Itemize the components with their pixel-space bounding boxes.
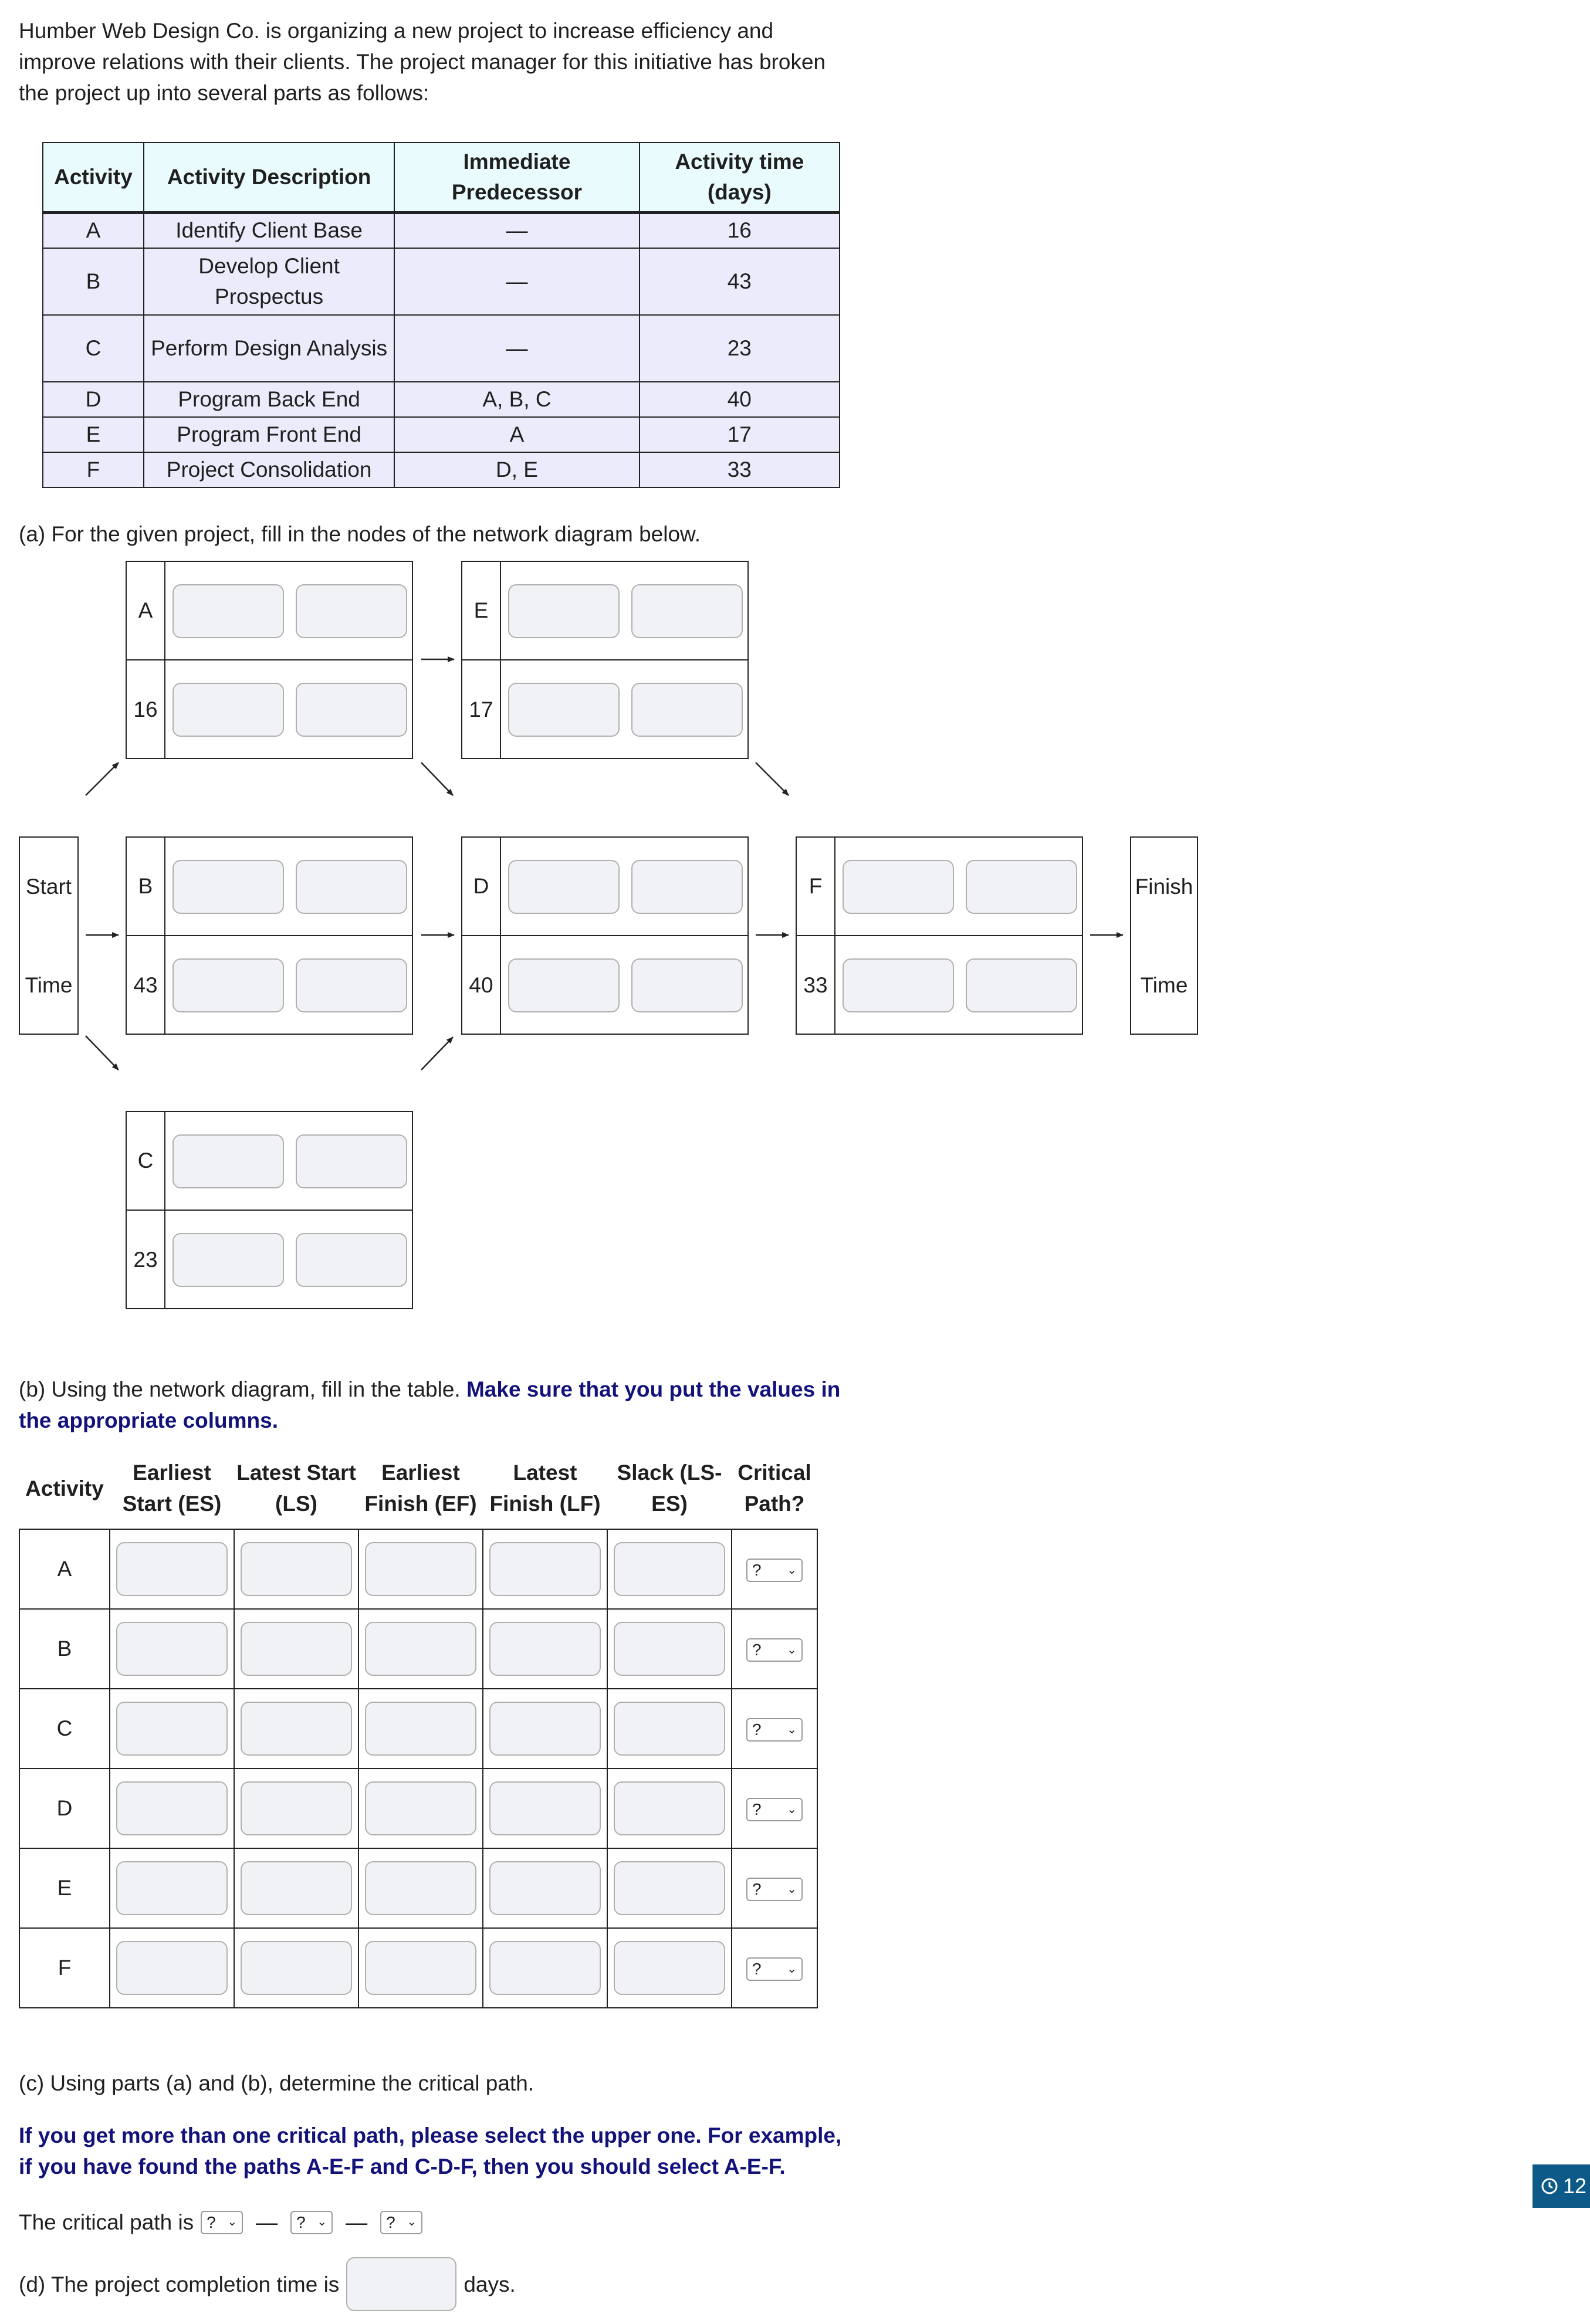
node-lf-input[interactable] (631, 958, 743, 1012)
es-input[interactable] (116, 1941, 228, 1995)
ef-input[interactable] (365, 1702, 476, 1756)
node-activity-label: D (462, 838, 501, 936)
node-ls-input[interactable] (508, 683, 620, 737)
network-node-c (126, 1111, 413, 1309)
cell-time: 16 (640, 213, 840, 248)
cell-description: Program Front End (144, 417, 394, 452)
results-table (19, 1448, 818, 2008)
node-lf-input[interactable] (296, 683, 407, 737)
critical-path-select[interactable]: ? ⌄ (746, 1559, 803, 1582)
cell-predecessor: — (394, 248, 639, 315)
node-ef-input[interactable] (296, 860, 407, 914)
header-es: Earliest Start (ES) (122, 1461, 222, 1516)
finish-node (1130, 836, 1198, 1035)
critical-path-select[interactable]: ? ⌄ (746, 1798, 803, 1821)
node-ef-input[interactable] (966, 860, 1077, 914)
node-time-label: 16 (127, 660, 165, 758)
critical-path-select[interactable]: ? ⌄ (746, 1957, 803, 1981)
network-node-f (796, 836, 1083, 1035)
es-input[interactable] (116, 1542, 228, 1596)
lf-input[interactable] (489, 1941, 601, 1995)
network-node-e (461, 561, 749, 759)
node-ls-input[interactable] (508, 958, 620, 1012)
critical-path-select[interactable]: ? ⌄ (746, 1718, 803, 1742)
part-b-bold: Make sure that you put the values in the appropriate columns. (19, 1377, 841, 1432)
node-ef-input[interactable] (296, 1134, 407, 1188)
critical-path-row (19, 2207, 422, 2238)
slack-input[interactable] (614, 1781, 725, 1835)
cell-activity: F (43, 452, 144, 487)
chevron-down-icon: ⌄ (407, 2215, 417, 2228)
es-input[interactable] (116, 1622, 228, 1676)
node-lf-input[interactable] (296, 1233, 407, 1287)
path-separator: — (346, 2210, 368, 2234)
timer-badge[interactable] (1533, 2164, 1590, 2208)
node-ef-input[interactable] (631, 584, 743, 638)
node-activity-label: E (462, 562, 501, 660)
lf-input[interactable] (489, 1702, 601, 1756)
path-separator: — (256, 2210, 278, 2234)
part-d-unit: days. (464, 2272, 516, 2296)
cell-activity: E (43, 417, 144, 452)
chevron-down-icon: ⌄ (787, 1644, 797, 1657)
network-node-a (126, 561, 413, 759)
start-node (19, 836, 79, 1035)
cell-predecessor: A (394, 417, 639, 452)
chevron-down-icon: ⌄ (317, 2215, 327, 2228)
cell-description: Program Back End (144, 382, 394, 417)
arrow-start-a (86, 763, 119, 795)
cell-time: 33 (640, 452, 840, 487)
table-row (19, 1769, 817, 1848)
node-lf-input[interactable] (631, 683, 743, 737)
node-activity-label: B (127, 838, 165, 936)
critical-path-select-3[interactable]: ? ⌄ (380, 2211, 422, 2234)
row-activity-label: D (19, 1769, 110, 1848)
header-description: Activity Description (144, 143, 394, 213)
cell-description: Project Consolidation (144, 452, 394, 487)
timer-value: 12 (1563, 2174, 1587, 2198)
slack-input[interactable] (614, 1622, 725, 1676)
chevron-down-icon: ⌄ (787, 1803, 797, 1817)
finish-time-label: Time (1140, 973, 1188, 997)
critical-path-select-2[interactable]: ? ⌄ (290, 2211, 333, 2234)
cell-time: 40 (640, 382, 840, 417)
start-label: Start (25, 875, 72, 899)
node-ef-input[interactable] (631, 860, 743, 914)
node-lf-input[interactable] (296, 958, 407, 1012)
node-time-label: 17 (462, 660, 501, 758)
chevron-down-icon: ⌄ (787, 1963, 797, 1976)
ef-input[interactable] (365, 1861, 476, 1915)
header-critical: Critical Path? (738, 1461, 811, 1516)
es-input[interactable] (116, 1781, 228, 1835)
chevron-down-icon: ⌄ (787, 1564, 797, 1577)
cell-description: Identify Client Base (144, 213, 394, 248)
network-node-d (461, 836, 749, 1035)
arrow-e-f (756, 763, 789, 795)
cell-activity: A (43, 213, 144, 248)
arrow-c-d (421, 1037, 453, 1070)
arrow-a-d (421, 763, 453, 795)
row-activity-label: A (19, 1529, 110, 1609)
row-activity-label: C (19, 1689, 110, 1769)
node-time-label: 40 (462, 936, 501, 1034)
node-es-input[interactable] (172, 584, 284, 638)
part-b-plain: (b) Using the network diagram, fill in the table. (19, 1377, 466, 1401)
part-b-text (19, 1374, 852, 1436)
lf-input[interactable] (489, 1622, 601, 1676)
node-lf-input[interactable] (966, 958, 1077, 1012)
row-activity-label: F (19, 1928, 110, 2008)
node-ls-input[interactable] (843, 958, 954, 1012)
cell-time: 23 (640, 315, 840, 382)
header-predecessor: Immediate Predecessor (394, 143, 639, 213)
part-a-text: (a) For the given project, fill in the nodes of the network diagram below. (19, 522, 701, 546)
part-c-note: If you get more than one critical path, please select the upper one. For example, if you have found the paths A-E-F and C-D-F, then you should select A-E-F. (19, 2123, 842, 2179)
header-lf: Latest Finish (LF) (489, 1461, 601, 1516)
table-row (19, 1689, 817, 1769)
start-time-label: Time (25, 973, 73, 997)
cell-predecessor: D, E (394, 452, 639, 487)
network-node-b (126, 836, 413, 1035)
cell-description: Perform Design Analysis (144, 315, 394, 382)
slack-input[interactable] (614, 1542, 725, 1596)
es-input[interactable] (116, 1861, 228, 1915)
clock-icon (1541, 2177, 1558, 2195)
node-es-input[interactable] (172, 860, 284, 914)
node-activity-label: C (127, 1112, 165, 1211)
row-activity-label: E (19, 1848, 110, 1928)
ls-input[interactable] (241, 1622, 352, 1676)
table-row (19, 1529, 817, 1609)
intro-text: Humber Web Design Co. is organizing a new project to increase efficiency and improve relations with their clients. The project manager for this initiative has broken the project up into several parts as follows: (19, 19, 826, 105)
node-ls-input[interactable] (172, 1233, 284, 1287)
critical-path-select[interactable]: ? ⌄ (746, 1638, 803, 1662)
es-input[interactable] (116, 1702, 228, 1756)
lf-input[interactable] (489, 1542, 601, 1596)
lf-input[interactable] (489, 1861, 601, 1915)
node-ef-input[interactable] (296, 584, 407, 638)
node-time-label: 43 (127, 936, 165, 1034)
part-d-row (19, 2257, 516, 2311)
node-ls-input[interactable] (172, 683, 284, 737)
header-activity: Activity (25, 1476, 104, 1500)
cell-time: 17 (640, 417, 840, 452)
critical-path-select-1[interactable]: ? ⌄ (201, 2211, 243, 2234)
node-es-input[interactable] (508, 584, 620, 638)
cell-time: 43 (640, 248, 840, 315)
chevron-down-icon: ⌄ (227, 2215, 238, 2228)
ls-input[interactable] (241, 1542, 352, 1596)
critical-path-label: The critical path is (19, 2210, 194, 2234)
node-time-label: 23 (127, 1211, 165, 1309)
header-slack: Slack (LS- ES) (617, 1461, 722, 1516)
slack-input[interactable] (614, 1861, 725, 1915)
cell-predecessor: A, B, C (394, 382, 639, 417)
lf-input[interactable] (489, 1781, 601, 1835)
completion-time-input[interactable] (346, 2257, 456, 2311)
cell-activity: D (43, 382, 144, 417)
part-d-label: (d) The project completion time is (19, 2272, 340, 2296)
cell-activity: B (43, 248, 144, 315)
finish-label: Finish (1135, 875, 1193, 899)
cell-description: Develop Client Prospectus (144, 248, 394, 315)
critical-path-select[interactable]: ? ⌄ (746, 1878, 803, 1901)
node-es-input[interactable] (172, 1134, 284, 1188)
node-time-label: 33 (797, 936, 835, 1034)
ls-input[interactable] (241, 1702, 352, 1756)
header-time: Activity time (days) (640, 143, 840, 213)
cell-activity: C (43, 315, 144, 382)
cell-predecessor: — (394, 213, 639, 248)
ls-input[interactable] (241, 1861, 352, 1915)
row-activity-label: B (19, 1609, 110, 1689)
slack-input[interactable] (614, 1941, 725, 1995)
ef-input[interactable] (365, 1542, 476, 1596)
slack-input[interactable] (614, 1702, 725, 1756)
node-es-input[interactable] (843, 860, 954, 914)
ef-input[interactable] (365, 1622, 476, 1676)
table-row (19, 1609, 817, 1689)
ef-input[interactable] (365, 1941, 476, 1995)
cell-predecessor: — (394, 315, 639, 382)
ls-input[interactable] (241, 1781, 352, 1835)
arrow-start-c (86, 1036, 119, 1070)
part-c-text: (c) Using parts (a) and (b), determine the critical path. (19, 2071, 534, 2095)
header-ls: Latest Start (LS) (236, 1461, 356, 1516)
chevron-down-icon: ⌄ (787, 1723, 797, 1737)
node-activity-label: F (797, 838, 835, 936)
ls-input[interactable] (241, 1941, 352, 1995)
table-row (19, 1928, 817, 2008)
node-ls-input[interactable] (172, 958, 284, 1012)
node-activity-label: A (127, 562, 165, 660)
header-ef: Earliest Finish (EF) (364, 1461, 477, 1516)
table-row (19, 1848, 817, 1928)
node-es-input[interactable] (508, 860, 620, 914)
header-activity: Activity (43, 143, 144, 213)
chevron-down-icon: ⌄ (787, 1883, 797, 1896)
ef-input[interactable] (365, 1781, 476, 1835)
